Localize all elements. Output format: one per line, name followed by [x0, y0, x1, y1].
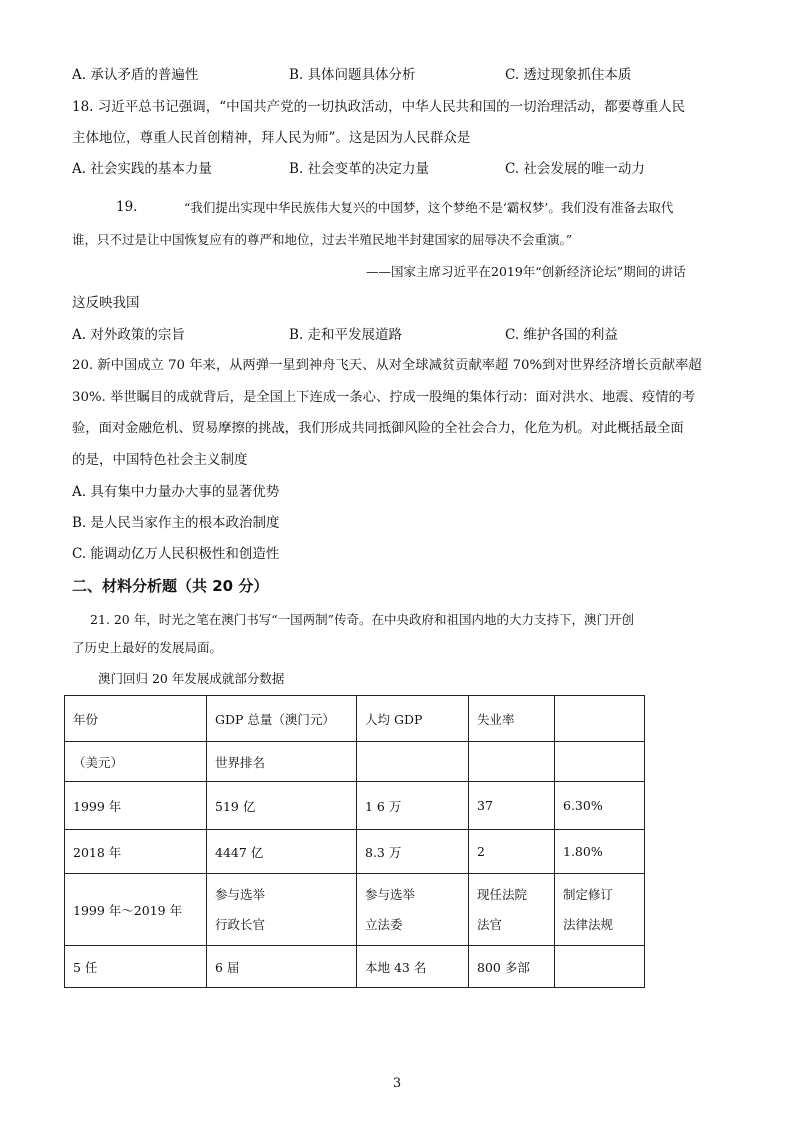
q19-source: ——国家主席习近平在2019年“创新经济论坛”期间的讲话: [366, 264, 686, 279]
table-cell: [555, 742, 645, 782]
page-number: 3: [392, 1076, 402, 1091]
q20-option-c: C. 能调动亿万人民积极性和创造性: [72, 546, 280, 562]
table-cell: 2018 年: [65, 830, 207, 874]
q18-option-a: A. 社会实践的基本力量: [72, 161, 212, 177]
table-cell: 6.30%: [555, 782, 645, 830]
table-cell: [469, 742, 555, 782]
q17-option-b: B. 具体问题具体分析: [289, 67, 416, 83]
table-cell: [555, 874, 645, 946]
section2-heading: 二、材料分析题（共 20 分）: [72, 577, 269, 595]
q20-stem-line2: 30%. 举世瞩目的成就背后，是全国上下连成一条心、拧成一股绳的集体行动：面对洪水、地震、疫情的考: [72, 390, 696, 405]
cell-line: 现任法院: [477, 886, 528, 902]
table-cell: [469, 874, 555, 946]
table-cell: [555, 696, 645, 742]
cell-line: 法官: [477, 916, 503, 932]
table-cell: 4447 亿: [207, 830, 357, 874]
table-row: [65, 696, 645, 742]
table-cell: 本地 43 名: [357, 946, 469, 988]
table-cell: 1999 年～2019 年: [65, 874, 207, 946]
q18-option-b: B. 社会变革的决定力量: [289, 161, 430, 177]
cell-line: 法律法规: [563, 916, 614, 932]
table-cell: 37: [469, 782, 555, 830]
cell-line: 参与选举: [215, 886, 266, 902]
q21-table-caption: 澳门回归 20 年发展成就部分数据: [98, 671, 285, 686]
table-cell: 519 亿: [207, 782, 357, 830]
q19-option-a: A. 对外政策的宗旨: [72, 327, 185, 343]
table-cell: 1.80%: [555, 830, 645, 874]
table-row: [65, 782, 645, 830]
table-cell: 6 届: [207, 946, 357, 988]
q20-stem-line1: 20. 新中国成立 70 年来，从两弹一星到神舟飞天、从对全球减贫贡献率超 70%到对世界经济增长贡献率超: [72, 358, 702, 373]
q20-option-a: A. 具有集中力量办大事的显著优势: [72, 484, 280, 500]
q19-number: 19.: [116, 199, 138, 215]
q21-stem-line1: 21. 20 年，时光之笔在澳门书写“一国两制”传奇。在中央政府和祖国内地的大力支持下，澳门开创: [90, 612, 635, 627]
table-cell: GDP 总量（澳门元）: [207, 696, 357, 742]
table-cell: 2: [469, 830, 555, 874]
table-cell: [207, 874, 357, 946]
table-cell: （美元）: [65, 742, 207, 782]
table-cell: 失业率: [469, 696, 555, 742]
cell-line: 立法委: [365, 916, 403, 932]
q19-option-b: B. 走和平发展道路: [289, 327, 403, 343]
table-cell: 人均 GDP: [357, 696, 469, 742]
q20-stem-line4: 的是，中国特色社会主义制度: [72, 452, 248, 468]
table-cell: 世界排名: [207, 742, 357, 782]
table-cell: [357, 742, 469, 782]
table-row: [65, 742, 645, 782]
table-cell: 8.3 万: [357, 830, 469, 874]
table-row: [65, 946, 645, 988]
table-cell: [555, 946, 645, 988]
cell-line: 参与选举: [365, 886, 416, 902]
q20-option-b: B. 是人民当家作主的根本政治制度: [72, 515, 280, 531]
q19-quote-line1: “我们提出实现中华民族伟大复兴的中国梦，这个梦绝不是‘霸权梦’。我们没有准备去取代: [184, 200, 674, 215]
table-cell: 1 6 万: [357, 782, 469, 830]
q18-stem-line2: 主体地位，尊重人民首创精神，拜人民为师”。这是因为人民群众是: [72, 130, 471, 146]
cell-line: 制定修订: [563, 886, 614, 902]
q19-option-c: C. 维护各国的利益: [505, 327, 618, 343]
macau-data-table: [64, 695, 645, 988]
q19-quote-line2: 谁，只不过是让中国恢复应有的尊严和地位，过去半殖民地半封建国家的屈辱决不会重演。”: [72, 232, 573, 247]
table-cell: 800 多部: [469, 946, 555, 988]
q17-option-a: A. 承认矛盾的普遍性: [72, 67, 199, 83]
q21-stem-line2: 了历史上最好的发展局面。: [72, 640, 223, 655]
cell-line: 行政长官: [215, 916, 266, 932]
table-row: [65, 874, 645, 946]
q17-option-c: C. 透过现象抓住本质: [505, 67, 632, 83]
table-cell: 年份: [65, 696, 207, 742]
table-cell: 5 任: [65, 946, 207, 988]
q18-stem-line1: 18. 习近平总书记强调，“中国共产党的一切执政活动，中华人民共和国的一切治理活动，都要尊重人民: [72, 99, 686, 115]
q18-option-c: C. 社会发展的唯一动力: [505, 161, 645, 177]
table-cell: 1999 年: [65, 782, 207, 830]
q20-stem-line3: 验，面对金融危机、贸易摩擦的挑战，我们形成共同抵御风险的全社会合力，化危为机。对此概括最全面: [72, 421, 684, 436]
table-row: [65, 830, 645, 874]
table-cell: [357, 874, 469, 946]
q19-stem: 这反映我国: [72, 295, 140, 311]
